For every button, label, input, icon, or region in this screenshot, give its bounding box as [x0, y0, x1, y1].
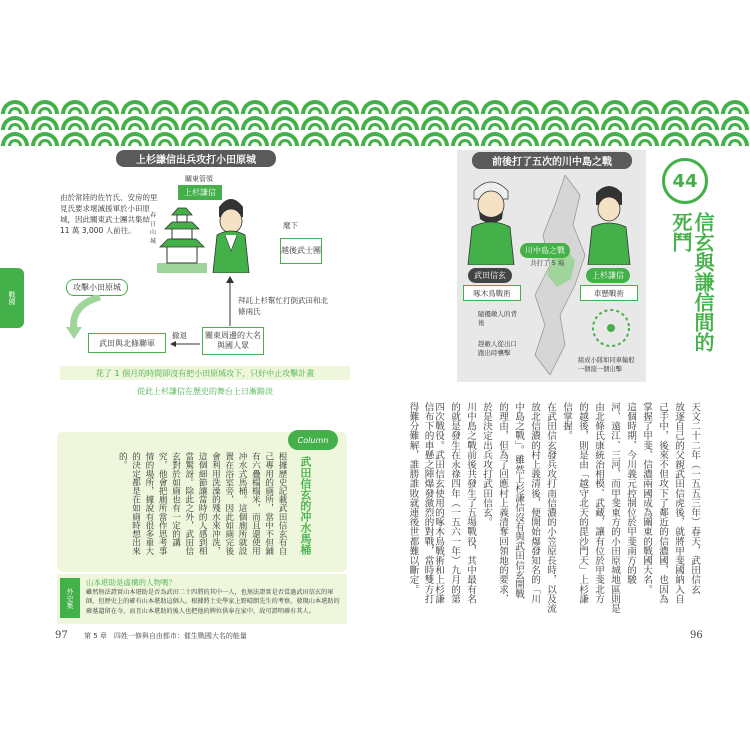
chapter-side-tab: 戰國 [0, 268, 24, 328]
left-arrow-icon [170, 340, 200, 348]
body-col-14: 於是決定出兵攻打武田信玄。 [481, 402, 492, 527]
castle-name-label: 春日山城 [150, 212, 157, 246]
right-page-number: 96 [690, 630, 703, 641]
column-badge: Column [288, 430, 338, 450]
conclusion-text: 從此上杉謙信在歷史的舞台上日漸黯淡 [137, 387, 273, 396]
kanto-kanrei-label: 關東管領 [185, 175, 213, 183]
body-col-9: 信掌握。 [561, 402, 572, 441]
body-col-6: 河、遠江、三河，而甲斐東方的小田原城地區則是 [609, 402, 620, 614]
body-col-2: 放逐自己的父親武田信虎後，就將甲斐國納入自 [673, 402, 684, 604]
right-body [428, 402, 702, 617]
result-text: 花了 1 個月的時間卻沒有把小田原城攻下，只好中止攻擊計畫 [60, 366, 350, 380]
body-col-10: 在武田信玄發兵攻打南信濃的小笠原長時，以及流 [545, 402, 556, 614]
battle-label: 川中島之戰 [520, 243, 570, 258]
follower-label: 麾下 [283, 221, 298, 230]
body-col-18: 信布下的車懸之陣爆發激烈的對戰，當時雙方打 [422, 402, 434, 604]
shingen-tactic: 啄木鳥戰術 [463, 285, 521, 301]
kenshin-portrait-icon [205, 195, 257, 273]
odawara-intro-text: 由於常陸的佐竹氏、安房的里見氏要求壞滅援軍於小田原城，因此關東武士團共集結 11 萬 3,000 人前往。 [60, 193, 158, 235]
body-col-17: 四次戰役。武田信玄使用的啄木鳥戰術和上杉謙 [433, 402, 444, 604]
footer-text: 第 5 章 四姓一修與自由都市：催生戰國大名的能量 [84, 632, 247, 640]
battle-count: 共打了 5 場 [530, 259, 565, 267]
kenshin-tactic: 車懸戰術 [580, 285, 638, 301]
body-col-3: 己手中，後來不但攻下了鄰近的信濃國，也因為 [657, 402, 668, 604]
kenshin-right-label: 上杉謙信 [586, 268, 630, 283]
tactic-step-2: 趕敵人從出口跑出時襲擊 [478, 340, 517, 358]
body-col-7: 由北條氏康統治相模、武藏，讓有位於甲斐北方 [593, 402, 604, 604]
diagram-title-odawara: 上杉謙信出兵攻打小田原城 [116, 150, 276, 167]
attack-odawara-label: 攻擊小田原城 [66, 279, 128, 296]
body-col-11: 放北信濃的村上義清後，便開始爆發知名的「川 [529, 402, 540, 604]
kenshin-name-label: 上杉謙信 [178, 185, 222, 200]
diagram-title-kawanakajima: 前後打了五次的川中島之戰 [472, 152, 632, 169]
body-col-13: 的理由，但為了回應村上義清奪回領地的要求， [497, 402, 508, 604]
extra-title: 山本堪助是虛構的人物嗎？ [86, 578, 176, 587]
chapter-number: 44 [662, 158, 708, 204]
body-col-8: 的越後，則是由「越守北天的毘沙門天」上杉謙 [577, 402, 588, 604]
body-col-15: 川中島之戰前後共發生了五場戰役，其中最有名 [465, 402, 476, 604]
body-col-5: 這個時期，今川義元控制位於甲斐南方的駿 [625, 402, 636, 585]
body-col-19: 得難分難解，誰勝誰敗就連後世都難以斷定。 [407, 402, 419, 594]
column-title: 武田信玄的冲水馬桶 [298, 456, 312, 555]
seigaiha-wave-band [0, 98, 750, 148]
alliance-box [88, 333, 166, 353]
castle-icon [152, 205, 212, 275]
kanto-lords-box [202, 327, 264, 355]
retreat-label: 撤退 [172, 331, 187, 340]
chapter-title [670, 212, 714, 362]
tactic-step-1: 隨擾敵人的背後 [478, 310, 517, 328]
column-body: 根據歷史記載武田信玄有自己專用的廁所，當中不但鋪有六疊榻榻米，而且還使用冲水式馬桶。這個廁所就設置在浴室旁，因此如廁完後會利用洗澡的殘水來冲洗，這個細節讓當時的人感到相當驚訝。除此之外，武田信玄對於如廁也有一定的講究，他會把廁所當作思考事情的場所，據說有很多重大的決定都是在如廁時想出來的。 [117, 452, 287, 556]
echigo-box [280, 238, 322, 264]
chapter-title-text: 信玄與謙信間的死鬥 [669, 212, 715, 352]
shingen-portrait-icon [462, 173, 520, 265]
up-arrow-icon [226, 276, 234, 326]
extra-badge: 外史集 [60, 578, 80, 618]
shingen-label: 武田信玄 [468, 268, 512, 283]
left-page-number: 97 [55, 630, 68, 641]
kenshin-right-portrait-icon [580, 183, 638, 265]
kenshin-tactic-note: 組成小隊如同車輪般一個接一個出擊 [578, 357, 635, 374]
wheel-formation-icon [588, 305, 634, 351]
body-col-12: 中島之戰」。雖然上杉謙信沒有與武田信玄開戰 [513, 402, 524, 599]
body-col-16: 的就是發生在永祿四年（一五六一年）九月的第 [449, 402, 460, 604]
kanto-lords-label: 關東周邊的大名與國人眾 [205, 331, 261, 350]
counter-request-label: 拜託上杉幫忙打倒武田和北條兩氏 [238, 296, 328, 316]
body-col-4: 掌握了甲斐、信濃兩國成為關東的戰國大名。 [641, 402, 652, 594]
alliance-label: 武田與北條聯軍 [99, 338, 155, 348]
body-col-1: 天文二十二年（一五五三年）春天，武田信玄 [689, 402, 700, 594]
extra-body: 雖然無法證實山本堪助是否為武田二十四將的其中一人，也無法證實是否當過武田信玄的軍師，但歷史上的確有山本堪助這個人。根據將土史學家上野晴朗先生的考察，發現山本堪助的確墓遺留在今，而且山本堪助的後人也把他的牌位供奉在家中，故可證明確有其人。 [86, 589, 340, 615]
echigo-label: 越後武士團 [281, 246, 321, 256]
